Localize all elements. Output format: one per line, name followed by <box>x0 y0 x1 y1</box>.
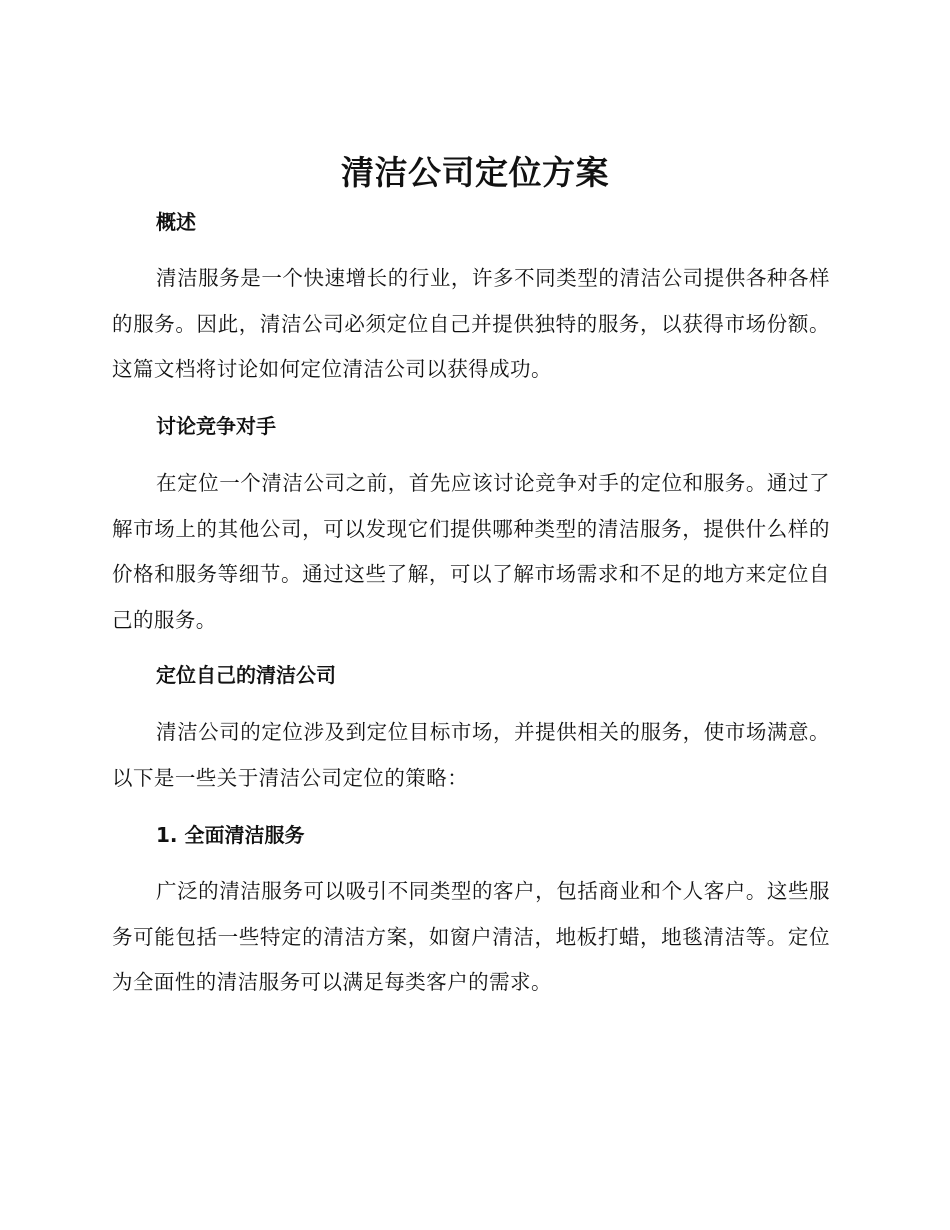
section-heading-positioning: 定位自己的清洁公司 <box>156 663 336 687</box>
section-paragraph-positioning: 清洁公司的定位涉及到定位目标市场，并提供相关的服务，使市场满意。以下是一些关于清洁公司定位的策略： <box>112 720 830 790</box>
section-heading-full-service: 1. 全面清洁服务 <box>156 823 305 847</box>
document-title: 清洁公司定位方案 <box>341 153 609 192</box>
section-heading-competitors: 讨论竞争对手 <box>156 414 276 438</box>
section-paragraph-competitors: 在定位一个清洁公司之前，首先应该讨论竞争对手的定位和服务。通过了解市场上的其他公司，可以发现它们提供哪种类型的清洁服务，提供什么样的价格和服务等细节。通过这些了解，可以了解市场需求和不足的地方来定位自己的服务。 <box>112 471 830 632</box>
section-paragraph-full-service: 广泛的清洁服务可以吸引不同类型的客户，包括商业和个人客户。这些服务可能包括一些特定的清洁方案，如窗户清洁，地板打蜡，地毯清洁等。定位为全面性的清洁服务可以满足每类客户的需求。 <box>112 879 830 994</box>
section-paragraph-overview: 清洁服务是一个快速增长的行业，许多不同类型的清洁公司提供各种各样的服务。因此，清洁公司必须定位自己并提供独特的服务，以获得市场份额。这篇文档将讨论如何定位清洁公司以获得成功。 <box>112 266 830 381</box>
section-heading-overview: 概述 <box>156 210 196 234</box>
